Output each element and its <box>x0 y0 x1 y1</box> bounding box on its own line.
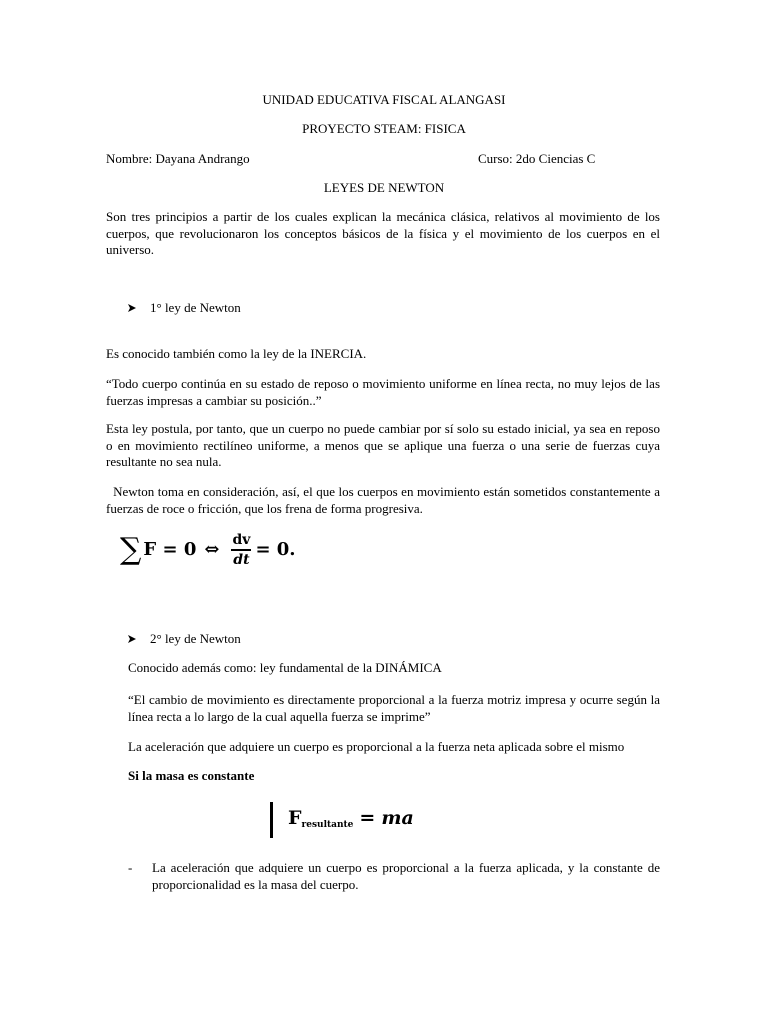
fraction-denominator: dt <box>233 552 250 568</box>
derivative-fraction <box>231 532 251 568</box>
project-title: PROYECTO STEAM: FISICA <box>302 121 466 136</box>
formula-rhs: = 0. <box>255 538 296 560</box>
sigma-symbol: ∑ <box>120 532 142 567</box>
force-subscript: resultante <box>301 819 354 830</box>
course-info: Curso: 2do Ciencias C <box>478 151 596 166</box>
formula-lhs: F = 0 <box>143 538 197 560</box>
law1-paragraph-3: Esta ley postula, por tanto, que un cuerpo no puede cambiar por sí solo su estado inicial, ya sea en reposo o en movimiento rectilíneo uniforme, a menos que se aplique una fuerza o una serie de fuerzas cuya resultante no sea nula. <box>106 421 660 469</box>
student-name: Nombre: Dayana Andrango <box>106 151 250 166</box>
law1-heading-row <box>128 300 241 317</box>
iff-symbol: ⇔ <box>204 538 220 560</box>
arrow-bullet-icon <box>128 304 136 312</box>
first-law-formula <box>120 532 296 568</box>
formula-expression <box>288 806 414 831</box>
law1-paragraph-1: Es conocido también como la ley de la INERCIA. <box>106 346 367 361</box>
mass-acceleration: ma <box>381 806 414 829</box>
law2-heading: 2° ley de Newton <box>150 631 241 646</box>
document-title: LEYES DE NEWTON <box>323 180 445 195</box>
dash-bullet: - <box>128 860 133 875</box>
formula-vertical-bar <box>270 802 273 838</box>
law1-heading: 1° ley de Newton <box>150 300 241 315</box>
fraction-bar <box>231 549 251 551</box>
equals-symbol: = <box>359 806 376 829</box>
law1-paragraph-4: Newton toma en consideración, así, el que los cuerpos en movimiento están sometidos constantemente a fuerzas de roce o fricción, que los frena de forma progresiva. <box>106 484 664 516</box>
law2-paragraph-3: La aceleración que adquiere un cuerpo es proporcional a la fuerza neta aplicada sobre el mismo <box>128 739 625 754</box>
dash-list-item <box>128 860 660 893</box>
second-law-formula <box>270 802 414 838</box>
fraction-numerator: dv <box>232 532 251 548</box>
dash-item-text: La aceleración que adquiere un cuerpo es proporcional a la fuerza aplicada, y la constante de proporcionalidad es la masa del cuerpo. <box>152 860 660 892</box>
force-symbol: F <box>288 806 302 829</box>
law1-quote: “Todo cuerpo continúa en su estado de reposo o movimiento uniforme en línea recta, no muy lejos de las fuerzas impresas a cambiar su posición..” <box>106 376 660 408</box>
school-name: UNIDAD EDUCATIVA FISCAL ALANGASI <box>262 92 506 107</box>
arrow-bullet-icon <box>128 635 136 643</box>
constant-mass-heading: Si la masa es constante <box>128 768 255 783</box>
law2-heading-row <box>128 631 241 648</box>
intro-paragraph: Son tres principios a partir de los cuales explican la mecánica clásica, relativos al movimiento de los cuerpos, que revolucionaron los conceptos básicos de la física y el movimiento de los cuerpos en el universo. <box>106 209 660 257</box>
law2-paragraph-1: Conocido además como: ley fundamental de la DINÁMICA <box>128 660 442 675</box>
law2-quote: “El cambio de movimiento es directamente proporcional a la fuerza motriz impresa y ocurre según la línea recta a lo largo de la cual aquella fuerza se imprime” <box>128 692 660 724</box>
